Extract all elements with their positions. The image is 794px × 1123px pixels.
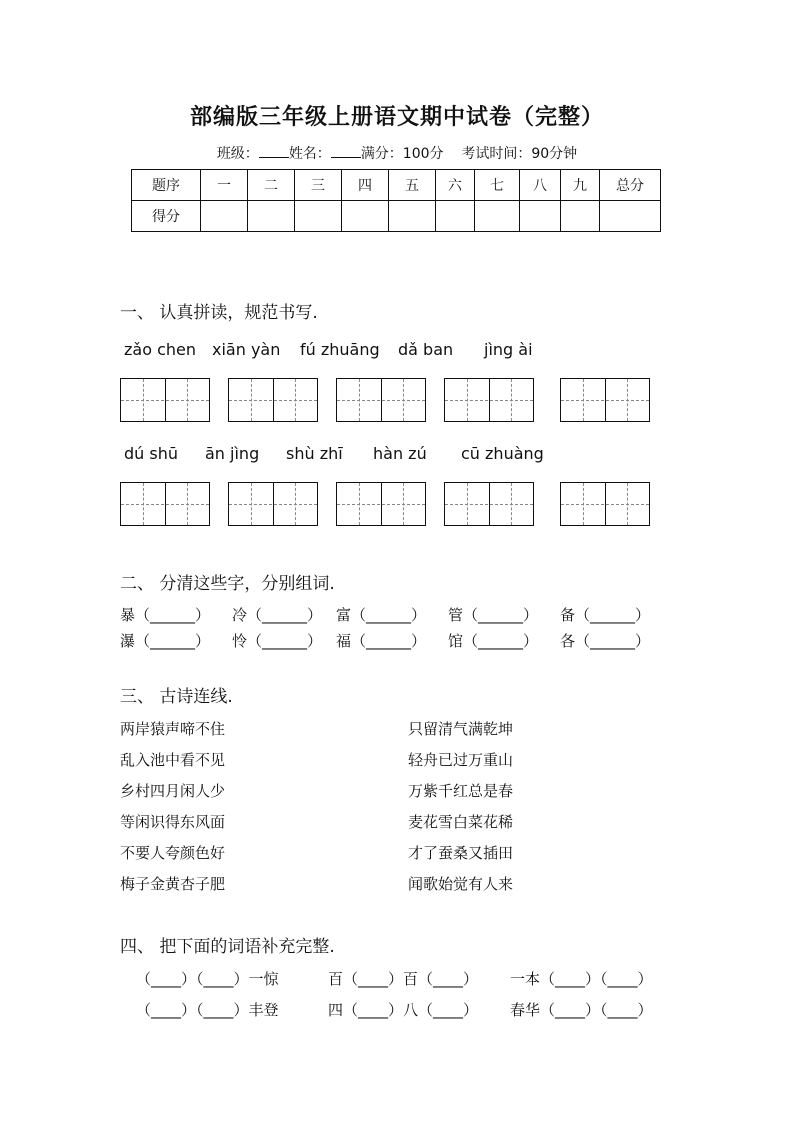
poem-line-right[interactable]: 轻舟已过万重山 xyxy=(408,751,514,769)
word-group-item[interactable]: 馆（______） xyxy=(448,632,539,650)
writing-grid[interactable] xyxy=(444,482,534,526)
poem-line-right[interactable]: 万紫千红总是春 xyxy=(408,782,514,800)
score-header-cell: 七 xyxy=(475,170,520,201)
section1-title: 一、 认真拼读，规范书写. xyxy=(120,303,318,323)
word-group-item[interactable]: 福（______） xyxy=(336,632,427,650)
score-cell[interactable] xyxy=(475,201,520,232)
idiom-item[interactable]: （____）（____）一惊 xyxy=(136,970,279,988)
section2-title: 二、 分清这些字，分别组词. xyxy=(120,574,335,594)
poem-line-left[interactable]: 乱入池中看不见 xyxy=(120,751,226,769)
word-group-item[interactable]: 备（______） xyxy=(560,606,651,624)
word-group-item[interactable]: 富（______） xyxy=(336,606,427,624)
score-cell[interactable] xyxy=(342,201,389,232)
poem-line-left[interactable]: 等闲识得东风面 xyxy=(120,813,226,831)
score-header-cell: 六 xyxy=(436,170,475,201)
class-label: 班级： xyxy=(216,146,259,162)
poem-line-left[interactable]: 梅子金黄杏子肥 xyxy=(120,875,226,893)
name-label: 姓名： xyxy=(288,146,331,162)
writing-grid[interactable] xyxy=(228,378,318,422)
poem-line-left[interactable]: 乡村四月闲人少 xyxy=(120,782,226,800)
poem-line-left[interactable]: 两岸猿声啼不住 xyxy=(120,720,226,738)
idiom-item[interactable]: 春华（____）（____） xyxy=(510,1001,653,1019)
pinyin-word: hàn zú xyxy=(373,444,427,463)
pinyin-word: jìng ài xyxy=(484,340,533,359)
score-cell[interactable] xyxy=(248,201,295,232)
word-group-item[interactable]: 冷（______） xyxy=(232,606,323,624)
score-table-score-row xyxy=(132,201,661,232)
name-blank[interactable] xyxy=(331,145,361,158)
score-header-cell: 题序 xyxy=(132,170,201,201)
score-header-cell: 三 xyxy=(295,170,342,201)
poem-line-right[interactable]: 只留清气满乾坤 xyxy=(408,720,514,738)
pinyin-word: cū zhuàng xyxy=(461,444,544,463)
word-group-item[interactable]: 各（______） xyxy=(560,632,651,650)
score-table-header-row xyxy=(132,170,661,201)
pinyin-word: xiān yàn xyxy=(212,340,281,359)
word-group-item[interactable]: 暴（______） xyxy=(120,606,211,624)
exam-info xyxy=(0,143,794,163)
score-header-cell: 八 xyxy=(520,170,561,201)
poem-line-left[interactable]: 不要人夸颜色好 xyxy=(120,844,226,862)
writing-grid[interactable] xyxy=(228,482,318,526)
word-group-item[interactable]: 瀑（______） xyxy=(120,632,211,650)
writing-grid[interactable] xyxy=(120,378,210,422)
score-cell[interactable] xyxy=(600,201,661,232)
score-header-cell: 一 xyxy=(201,170,248,201)
writing-grid[interactable] xyxy=(120,482,210,526)
pinyin-word: shù zhī xyxy=(286,444,343,463)
score-cell[interactable] xyxy=(389,201,436,232)
idiom-item[interactable]: 一本（____）（____） xyxy=(510,970,653,988)
score-row-label: 得分 xyxy=(132,201,201,232)
score-cell[interactable] xyxy=(295,201,342,232)
score-header-cell: 二 xyxy=(248,170,295,201)
pinyin-word: dú shū xyxy=(124,444,178,463)
score-cell[interactable] xyxy=(436,201,475,232)
writing-grid[interactable] xyxy=(336,378,426,422)
idiom-item[interactable]: 百（____）百（____） xyxy=(328,970,479,988)
page-title: 部编版三年级上册语文期中试卷（完整） xyxy=(189,105,604,130)
score-header-cell: 九 xyxy=(561,170,600,201)
score-table xyxy=(131,169,661,232)
section3-title: 三、 古诗连线. xyxy=(120,687,233,707)
idiom-item[interactable]: 四（____）八（____） xyxy=(328,1001,479,1019)
exam-time: 考试时间：90分钟 xyxy=(461,146,578,162)
pinyin-word: ān jìng xyxy=(205,444,260,463)
word-group-item[interactable]: 管（______） xyxy=(448,606,539,624)
writing-grid[interactable] xyxy=(560,378,650,422)
poem-line-right[interactable]: 闻歌始觉有人来 xyxy=(408,875,514,893)
score-cell[interactable] xyxy=(201,201,248,232)
class-blank[interactable] xyxy=(259,145,289,158)
idiom-item[interactable]: （____）（____）丰登 xyxy=(136,1001,279,1019)
poem-line-right[interactable]: 才了蚕桑又插田 xyxy=(408,844,514,862)
word-group-item[interactable]: 怜（______） xyxy=(232,632,323,650)
poem-line-right[interactable]: 麦花雪白菜花稀 xyxy=(408,813,514,831)
score-cell[interactable] xyxy=(520,201,561,232)
section4-title: 四、 把下面的词语补充完整. xyxy=(120,937,335,957)
pinyin-word: zǎo chen xyxy=(124,340,196,359)
writing-grid[interactable] xyxy=(560,482,650,526)
score-header-cell: 四 xyxy=(342,170,389,201)
full-score: 满分：100分 xyxy=(360,146,444,162)
score-cell[interactable] xyxy=(561,201,600,232)
writing-grid[interactable] xyxy=(444,378,534,422)
score-header-cell: 总分 xyxy=(600,170,661,201)
pinyin-word: dǎ ban xyxy=(398,340,454,359)
writing-grid[interactable] xyxy=(336,482,426,526)
score-header-cell: 五 xyxy=(389,170,436,201)
pinyin-word: fú zhuāng xyxy=(300,340,380,359)
